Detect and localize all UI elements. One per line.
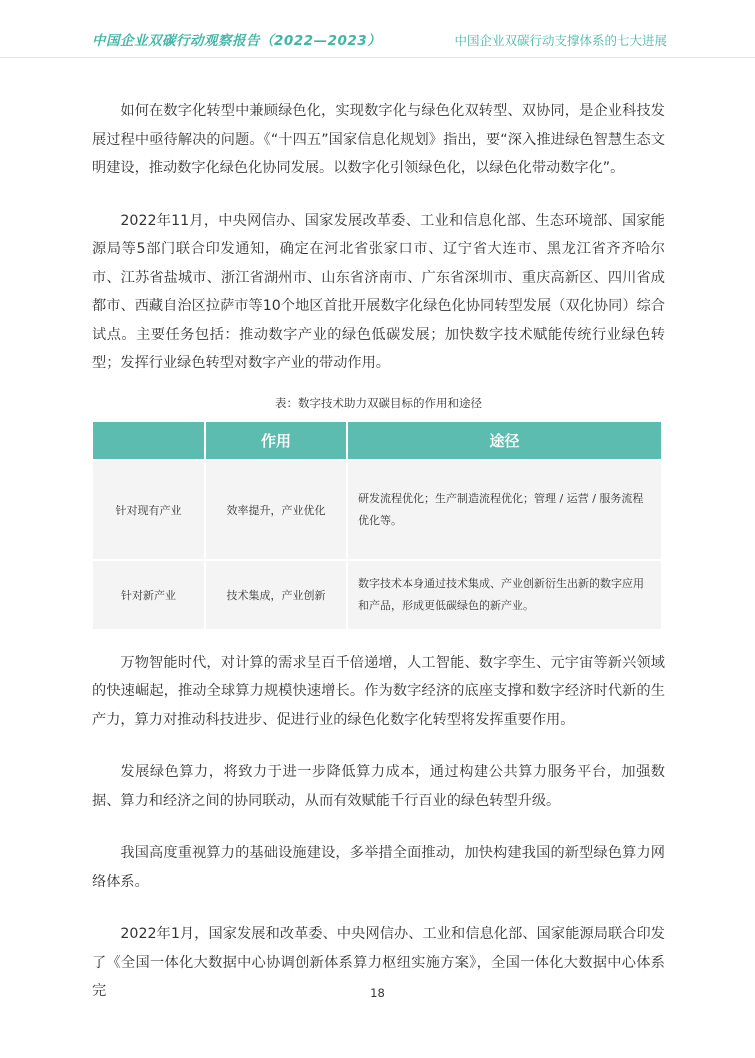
header-divider — [0, 57, 755, 58]
paragraph: 2022年1月，国家发展和改革委、中央网信办、工业和信息化部、国家能源局联合印发了《全国一体化大数据中心协调创新体系算力枢纽实施方案》，全国一体化大数据中心体系完 — [92, 926, 665, 999]
data-table — [93, 422, 661, 629]
table-cell: 针对新产业 — [93, 559, 206, 629]
table-header-row — [93, 422, 661, 459]
table-cell: 数字技术本身通过技术集成、产业创新衍生出新的数字应用和产品，形成更低碳绿色的新产业。 — [348, 559, 661, 629]
paragraph: 2022年11月，中央网信办、国家发展改革委、工业和信息化部、生态环境部、国家能源局等5部门联合印发通知，确定在河北省张家口市、辽宁省大连市、黑龙江省齐齐哈尔市、江苏省盐城市、浙江省湖州市、山东省济南市、广东省深圳市、重庆高新区、四川省成都市、西藏自治区拉萨市等10个地区首批开展数字化绿色化协同转型发展（双化协同）综合试点。主要任务包括：推动数字产业的绿色低碳发展；加快数字技术赋能传统行业绿色转型；发挥行业绿色转型对数字产业的带动作用。 — [92, 212, 665, 371]
paragraph: 发展绿色算力，将致力于进一步降低算力成本，通过构建公共算力服务平台，加强数据、算力和经济之间的协同联动，从而有效赋能千行百业的绿色转型升级。 — [92, 764, 665, 809]
table-header-cell: 作用 — [206, 422, 348, 459]
page-body — [92, 97, 665, 1030]
paragraph: 我国高度重视算力的基础设施建设，多举措全面推动，加快构建我国的新型绿色算力网络体系。 — [92, 845, 665, 890]
table-cell: 研发流程优化；生产制造流程优化；管理 / 运营 / 服务流程优化等。 — [348, 459, 661, 559]
table-cell: 效率提升，产业优化 — [206, 459, 348, 559]
paragraph: 万物智能时代，对计算的需求呈百千倍递增，人工智能、数字孪生、元宇宙等新兴领域的快速崛起，推动全球算力规模快速增长。作为数字经济的底座支撑和数字经济时代新的生产力，算力对推动科技进步、促进行业的绿色化数字化转型将发挥重要作用。 — [92, 654, 665, 728]
section-title: 中国企业双碳行动支撑体系的七大进展 — [454, 33, 667, 48]
page-number: 18 — [370, 986, 385, 1000]
page-header — [0, 0, 755, 60]
table-cell: 技术集成，产业创新 — [206, 559, 348, 629]
table-row — [93, 559, 661, 629]
table-caption: 表：数字技术助力双碳目标的作用和途径 — [275, 395, 482, 410]
table-cell: 针对现有产业 — [93, 459, 206, 559]
report-title: 中国企业双碳行动观察报告（2022—2023） — [92, 33, 382, 49]
table-row — [93, 459, 661, 559]
table-header-cell: 途径 — [348, 422, 661, 459]
paragraph: 如何在数字化转型中兼顾绿色化，实现数字化与绿色化双转型、双协同，是企业科技发展过程中亟待解决的问题。《“十四五”国家信息化规划》指出，要“深入推进绿色智慧生态文明建设，推动数字化绿色化协同发展。以数字化引领绿色化，以绿色化带动数字化”。 — [92, 103, 665, 176]
table-header-cell — [93, 422, 206, 459]
